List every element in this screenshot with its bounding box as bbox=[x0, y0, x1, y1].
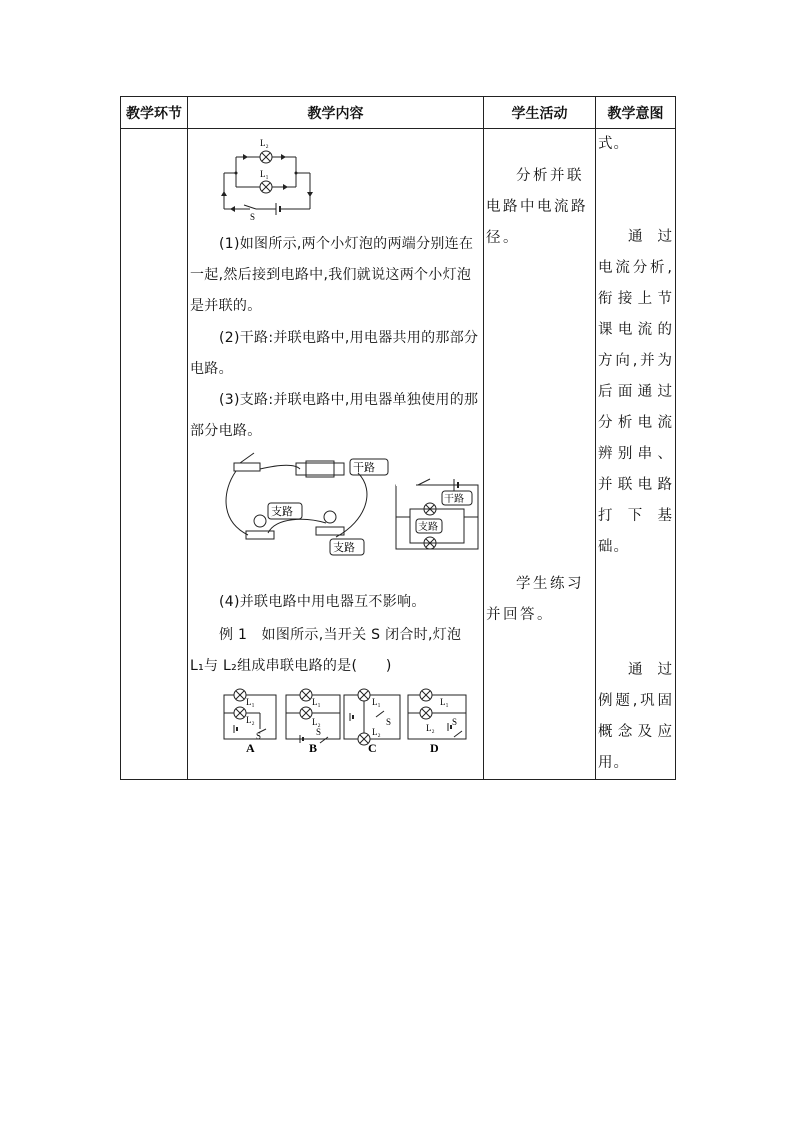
option-b-s: S bbox=[316, 727, 322, 737]
option-d-s: S bbox=[452, 717, 458, 727]
stage-cell bbox=[121, 129, 188, 780]
header-intent: 教学意图 bbox=[596, 97, 676, 129]
fig1-label-s: S bbox=[250, 212, 256, 221]
activity-cell bbox=[484, 129, 596, 780]
header-content: 教学内容 bbox=[188, 97, 484, 129]
option-d-label: D bbox=[430, 741, 439, 753]
mainline-branch-figure bbox=[216, 451, 480, 561]
option-a-l2: L₂ bbox=[246, 715, 255, 725]
activity-2: 学生练习并回答。 bbox=[486, 576, 584, 623]
paragraph-1: (1)如图所示,两个小灯泡的两端分别连在一起,然后接到电路中,我们就说这两个小灯泡是并联的。 bbox=[190, 236, 474, 314]
option-a-s: S bbox=[256, 731, 262, 741]
fig2-label-main-schematic: 干路 bbox=[444, 494, 464, 505]
option-a-label: A bbox=[246, 741, 255, 753]
intent-2: 通过例题,巩固概念及应用。 bbox=[598, 662, 673, 771]
activity-1: 分析并联电路中电流路径。 bbox=[486, 168, 588, 246]
paragraph-2: (2)干路:并联电路中,用电器共用的那部分电路。 bbox=[190, 330, 479, 377]
option-d-l1: L₁ bbox=[440, 697, 449, 707]
parallel-circuit-figure bbox=[216, 133, 316, 221]
option-c-l1: L₁ bbox=[372, 697, 381, 707]
intent-0: 式。 bbox=[598, 136, 629, 152]
option-c-s: S bbox=[386, 717, 392, 727]
lesson-table bbox=[120, 96, 676, 780]
example-options-figure bbox=[216, 685, 476, 753]
table-row bbox=[121, 129, 676, 780]
option-b-label: B bbox=[309, 741, 318, 753]
paragraph-3: (3)支路:并联电路中,用电器单独使用的那部分电路。 bbox=[190, 392, 479, 439]
option-b-l1: L₁ bbox=[312, 697, 321, 707]
option-c-l2: L₂ bbox=[372, 727, 381, 737]
fig2-label-main: 干路 bbox=[353, 462, 375, 474]
header-stage: 教学环节 bbox=[121, 97, 188, 129]
option-a-l1: L₁ bbox=[246, 697, 255, 707]
fig2-label-branch-b: 支路 bbox=[333, 542, 355, 554]
example-1 bbox=[190, 620, 480, 682]
header-row bbox=[121, 97, 676, 129]
fig2-label-branch-a: 支路 bbox=[271, 506, 293, 518]
intent-1: 通过电流分析,衔接上节课电流的方向,并为后面通过分析电流辨别串、并联电路打下基础。 bbox=[598, 229, 673, 555]
intent-cell bbox=[596, 129, 676, 780]
option-d-l2: L₂ bbox=[426, 723, 435, 733]
fig1-label-l2: L₂ bbox=[260, 138, 269, 148]
option-c-label: C bbox=[368, 741, 377, 753]
paragraph-4: (4)并联电路中用电器互不影响。 bbox=[219, 594, 426, 610]
option-b-l2: L₂ bbox=[312, 717, 321, 727]
content-cell bbox=[188, 129, 484, 780]
fig1-label-l1: L₁ bbox=[260, 169, 269, 179]
header-activity: 学生活动 bbox=[484, 97, 596, 129]
fig2-label-branch-schematic: 支路 bbox=[418, 522, 438, 533]
example-prefix: 例 1 bbox=[219, 627, 248, 643]
example-text: 如图所示,当开关 S 闭合时,灯泡 L₁与 L₂组成串联电路的是( ) bbox=[190, 627, 462, 674]
